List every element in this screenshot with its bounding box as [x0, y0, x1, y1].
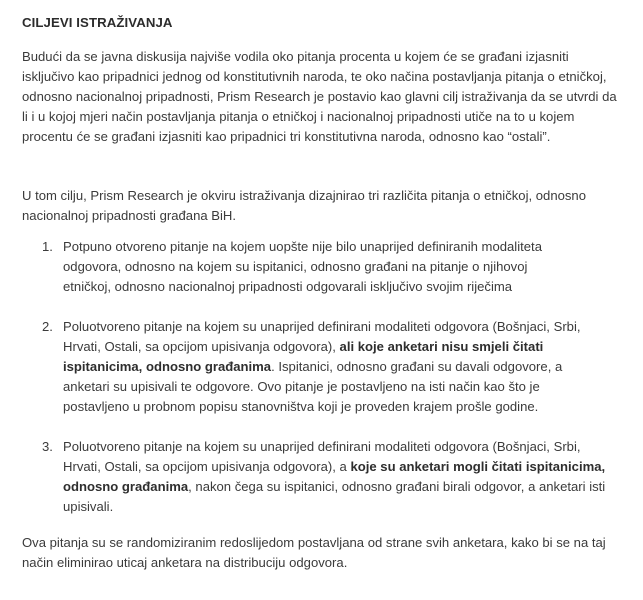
- plain-text: Potpuno otvoreno pitanje na kojem uopšte nije bilo unaprijed definiranih modaliteta odgovora, odnosno na kojem su ispitanici, odnosno građani na pitanje o njihovoj etničkoj, odnosno nacionalnoj pripadnosti odgovarali isključivo svojim riječima: [63, 239, 542, 294]
- list-item-text: [63, 237, 575, 297]
- list-item-text: [63, 437, 608, 517]
- plain-text: Poluotvoreno pitanje na kojem su unaprijed definirani modaliteti odgovora (Bošnjaci, Srbi, Hrvati, Ostali, sa opcijom upisivanja odgovora),: [63, 319, 581, 354]
- list-item-text: [63, 317, 608, 417]
- list-item: [22, 437, 624, 517]
- paragraph-aim: U tom cilju, Prism Research je okviru istraživanja dizajnirao tri različita pitanja o etničkoj, odnosno nacionalnoj pripadnosti građana BiH.: [22, 188, 586, 223]
- list-item: [22, 237, 624, 297]
- plain-text: , nakon čega su ispitanici, odnosno građani birali odgovor, a anketari isti upisivali.: [63, 479, 606, 514]
- list-item-marker: 1.: [42, 239, 53, 254]
- numbered-list: [22, 237, 624, 517]
- page-title: CILJEVI ISTRAŽIVANJA: [22, 15, 173, 30]
- emphasis-text: ali koje anketari nisu smjeli čitati ispitanicima, odnosno građanima: [63, 339, 544, 374]
- list-item: [22, 317, 624, 417]
- list-item-marker: 3.: [42, 439, 53, 454]
- paragraph-conclusion: Ova pitanja su se randomiziranim redoslijedom postavljana od strane svih anketara, kako bi se na taj način eliminirao uticaj anketara na distribuciju odgovora.: [22, 535, 606, 570]
- emphasis-text: koje su anketari mogli čitati ispitanicima, odnosno građanima: [63, 459, 606, 494]
- list-item-marker: 2.: [42, 319, 53, 334]
- plain-text: Poluotvoreno pitanje na kojem su unaprijed definirani modaliteti odgovora (Bošnjaci, Srbi, Hrvati, Ostali, sa opcijom upisivanja odgovora), a: [63, 439, 581, 474]
- paragraph-intro: Budući da se javna diskusija najviše vodila oko pitanja procenta u kojem će se građani izjasniti isključivo kao pripadnici jednog od konstitutivnih naroda, te oko načina postavljanja pitanja o etničkoj, odnosno nacionalnoj pripadnosti, Prism Research je postavio kao glavni cilj istraživanja da se utvrdi da li i u kojoj mjeri način postavljanja pitanja o etničkoj i nacionalnoj pripadnosti utiče na to u kojem procentu će se građani izjasniti kao pripadnici tri konstitutivna naroda, odnosno kao “ostali”.: [22, 49, 617, 144]
- plain-text: . Ispitanici, odnosno građani su davali odgovore, a anketari su upisivali te odgovore. Ovo pitanje je postavljeno na isti način kao što je postavljeno u probnom popisu stanovništva koji je proveden krajem prošle godine.: [63, 359, 563, 414]
